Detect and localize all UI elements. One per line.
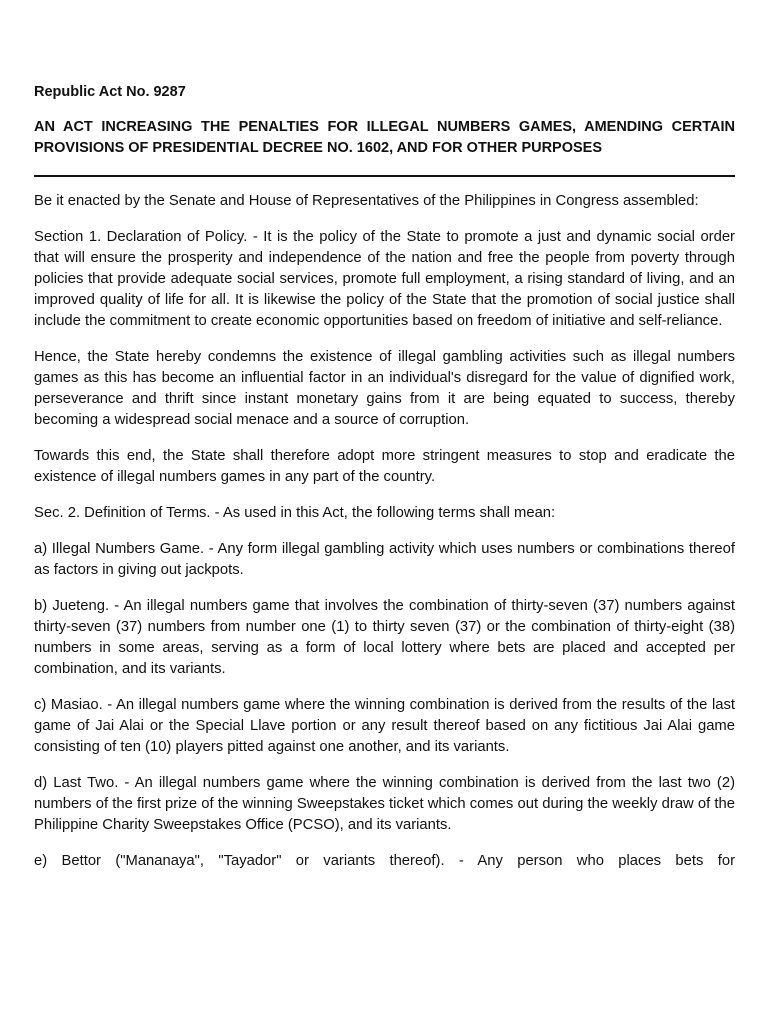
section-1-declaration-of-policy: Section 1. Declaration of Policy. - It is the policy of the State to promote a just and dynamic social order that will ensure the prosperity and independence of the nation and free the people from poverty through policies that provide adequate social services, promote full employment, a rising standard of living, and an improved quality of life for all. It is likewise the policy of the State that the promotion of social justice shall include the commitment to create economic opportunities based on freedom of initiative and self-reliance. bbox=[34, 229, 735, 329]
definition-illegal-numbers-game: a) Illegal Numbers Game. - Any form illegal gambling activity which uses numbers or combinations thereof as factors in giving out jackpots. bbox=[34, 541, 735, 578]
act-number-heading: Republic Act No. 9287 bbox=[34, 84, 186, 100]
definition-last-two: d) Last Two. - An illegal numbers game where the winning combination is derived from the last two (2) numbers of the first prize of the winning Sweepstakes ticket which comes out during the weekly draw of the Philippine Charity Sweepstakes Office (PCSO), and its variants. bbox=[34, 775, 735, 833]
definition-masiao: c) Masiao. - An illegal numbers game where the winning combination is derived from the results of the last game of Jai Alai or the Special Llave portion or any result thereof based on any fictitious Jai Alai game consisting of ten (10) players pitted against one another, and its variants. bbox=[34, 697, 735, 755]
enacting-clause: Be it enacted by the Senate and House of Representatives of the Philippines in Congress assembled: bbox=[34, 193, 699, 209]
document-page bbox=[34, 82, 735, 887]
definition-jueteng: b) Jueteng. - An illegal numbers game that involves the combination of thirty-seven (37) numbers against thirty-seven (37) numbers from number one (1) to thirty seven (37) or the combination of thirty-eight (38) numbers in some areas, serving as a form of local lottery where bets are placed and accepted per combination, and its variants. bbox=[34, 598, 735, 677]
policy-paragraph-towards: Towards this end, the State shall therefore adopt more stringent measures to stop and eradicate the existence of illegal numbers games in any part of the country. bbox=[34, 448, 735, 485]
title-divider bbox=[34, 175, 735, 177]
definition-bettor: e) Bettor ("Mananaya", "Tayador" or variants thereof). - Any person who places bets for bbox=[34, 853, 735, 869]
policy-paragraph-hence: Hence, the State hereby condemns the existence of illegal gambling activities such as illegal numbers games as this has become an influential factor in an individual's disregard for the value of dignified work, perseverance and thrift since instant monetary gains from it are being equated to success, thereby becoming a widespread social menace and a source of corruption. bbox=[34, 349, 735, 428]
section-2-definition-of-terms: Sec. 2. Definition of Terms. - As used in this Act, the following terms shall mean: bbox=[34, 505, 556, 521]
act-title-heading: AN ACT INCREASING THE PENALTIES FOR ILLEGAL NUMBERS GAMES, AMENDING CERTAIN PROVISIONS OF PRESIDENTIAL DECREE NO. 1602, AND FOR OTHER PURPOSES bbox=[34, 119, 735, 156]
